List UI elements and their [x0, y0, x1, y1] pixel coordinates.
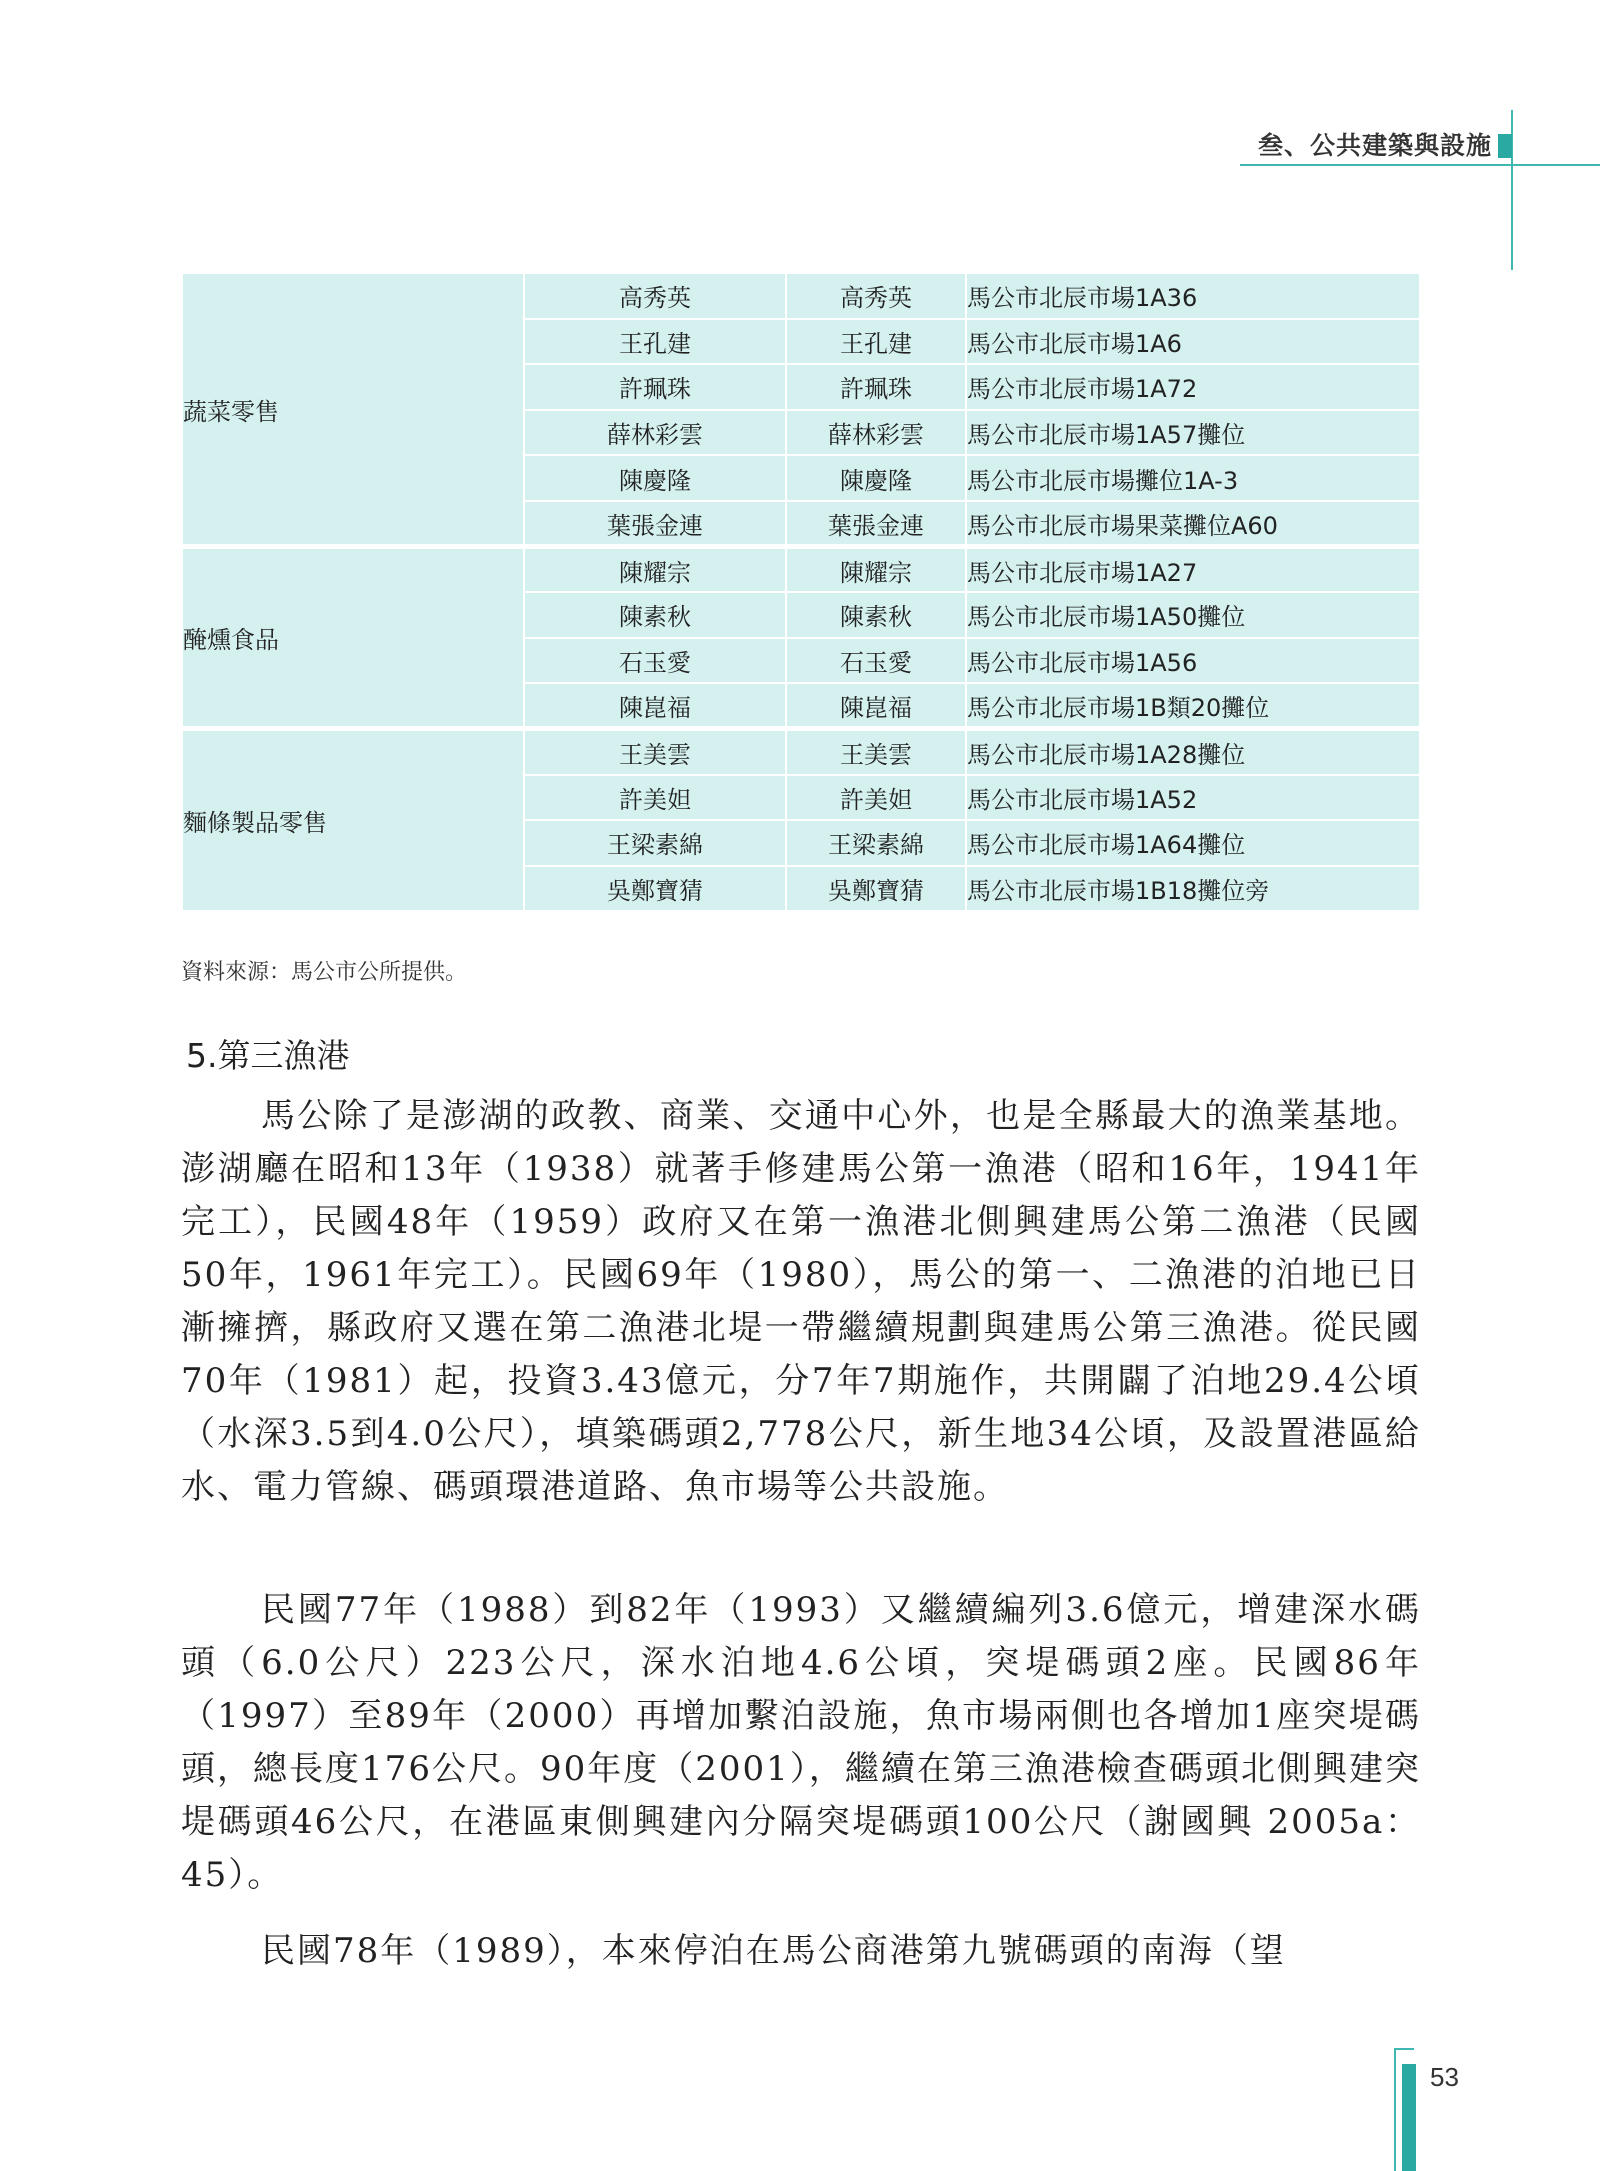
owner-name-cell: 石玉愛: [786, 638, 966, 684]
vendor-table: [181, 272, 1421, 912]
category-cell: 蔬菜零售: [182, 273, 524, 547]
table-row: [182, 547, 1420, 593]
owner-name-cell: 陳慶隆: [786, 455, 966, 501]
responsible-person-cell: 許美妲: [524, 775, 786, 821]
table-row: [182, 729, 1420, 775]
body-paragraph-3: [181, 1925, 1421, 1978]
address-cell: 馬公市北辰市場1B類20攤位: [966, 683, 1420, 729]
responsible-person-cell: 王美雲: [524, 729, 786, 775]
category-cell: 麵條製品零售: [182, 729, 524, 911]
responsible-person-cell: 王梁素綿: [524, 820, 786, 866]
responsible-person-cell: 陳崑福: [524, 683, 786, 729]
responsible-person-cell: 薛林彩雲: [524, 410, 786, 456]
address-cell: 馬公市北辰市場果菜攤位A60: [966, 501, 1420, 547]
responsible-person-cell: 王孔建: [524, 319, 786, 365]
body-paragraph-1: [181, 1090, 1421, 1514]
footer-accent-block: [1402, 2064, 1416, 2171]
address-cell: 馬公市北辰市場1A57攤位: [966, 410, 1420, 456]
body-paragraph-2: [181, 1584, 1421, 1902]
footer-vertical-rule: [1394, 2048, 1396, 2171]
owner-name-cell: 陳崑福: [786, 683, 966, 729]
address-cell: 馬公市北辰市場1A28攤位: [966, 729, 1420, 775]
table-row: [182, 273, 1420, 319]
address-cell: 馬公市北辰市場1A27: [966, 547, 1420, 593]
owner-name-cell: 許珮珠: [786, 364, 966, 410]
vendor-table-container: [181, 272, 1421, 912]
address-cell: 馬公市北辰市場1A50攤位: [966, 592, 1420, 638]
address-cell: 馬公市北辰市場攤位1A-3: [966, 455, 1420, 501]
owner-name-cell: 王孔建: [786, 319, 966, 365]
address-cell: 馬公市北辰市場1A72: [966, 364, 1420, 410]
address-cell: 馬公市北辰市場1A6: [966, 319, 1420, 365]
address-cell: 馬公市北辰市場1A52: [966, 775, 1420, 821]
responsible-person-cell: 許珮珠: [524, 364, 786, 410]
section-title: 5.第三漁港: [186, 1036, 350, 1075]
responsible-person-cell: 高秀英: [524, 273, 786, 319]
responsible-person-cell: 石玉愛: [524, 638, 786, 684]
paragraph-text: 民國77年（1988）到82年（1993）又繼續編列3.6億元，增建深水碼頭（6.0公尺）223公尺，深水泊地4.6公頃，突堤碼頭2座。民國86年（1997）至89年（2000）再增加繫泊設施，魚市場兩側也各增加1座突堤碼頭，總長度176公尺。90年度（2001），繼續在第三漁港檢查碼頭北側興建突堤碼頭46公尺，在港區東側興建內分隔突堤碼頭100公尺（謝國興 2005a：45）。: [181, 1590, 1421, 1895]
responsible-person-cell: 葉張金連: [524, 501, 786, 547]
header-accent-block: [1498, 134, 1512, 158]
header-rule: [1240, 164, 1600, 166]
table-source-note: 資料來源：馬公市公所提供。: [181, 960, 468, 985]
category-cell: 醃燻食品: [182, 547, 524, 729]
owner-name-cell: 高秀英: [786, 273, 966, 319]
responsible-person-cell: 陳素秋: [524, 592, 786, 638]
responsible-person-cell: 陳慶隆: [524, 455, 786, 501]
address-cell: 馬公市北辰市場1A56: [966, 638, 1420, 684]
address-cell: 馬公市北辰市場1A64攤位: [966, 820, 1420, 866]
owner-name-cell: 陳耀宗: [786, 547, 966, 593]
paragraph-text: 馬公除了是澎湖的政教、商業、交通中心外，也是全縣最大的漁業基地。澎湖廳在昭和13年（1938）就著手修建馬公第一漁港（昭和16年，1941年完工），民國48年（1959）政府又在第一漁港北側興建馬公第二漁港（民國50年，1961年完工）。民國69年（1980），馬公的第一、二漁港的泊地已日漸擁擠，縣政府又選在第二漁港北堤一帶繼續規劃與建馬公第三漁港。從民國70年（1981）起，投資3.43億元，分7年7期施作，共開闢了泊地29.4公頃（水深3.5到4.0公尺），填築碼頭2,778公尺，新生地34公頃，及設置港區給水、電力管線、碼頭環港道路、魚市場等公共設施。: [181, 1096, 1421, 1507]
responsible-person-cell: 陳耀宗: [524, 547, 786, 593]
owner-name-cell: 吳鄭寶猜: [786, 866, 966, 912]
owner-name-cell: 薛林彩雲: [786, 410, 966, 456]
responsible-person-cell: 吳鄭寶猜: [524, 866, 786, 912]
owner-name-cell: 陳素秋: [786, 592, 966, 638]
paragraph-text: 民國78年（1989），本來停泊在馬公商港第九號碼頭的南海（望: [261, 1931, 1286, 1971]
owner-name-cell: 葉張金連: [786, 501, 966, 547]
address-cell: 馬公市北辰市場1A36: [966, 273, 1420, 319]
footer-rule: [1394, 2048, 1414, 2050]
owner-name-cell: 王梁素綿: [786, 820, 966, 866]
chapter-title: 叁、公共建築與設施: [1257, 131, 1492, 160]
owner-name-cell: 許美妲: [786, 775, 966, 821]
page-number: 53: [1430, 2062, 1459, 2092]
owner-name-cell: 王美雲: [786, 729, 966, 775]
address-cell: 馬公市北辰市場1B18攤位旁: [966, 866, 1420, 912]
